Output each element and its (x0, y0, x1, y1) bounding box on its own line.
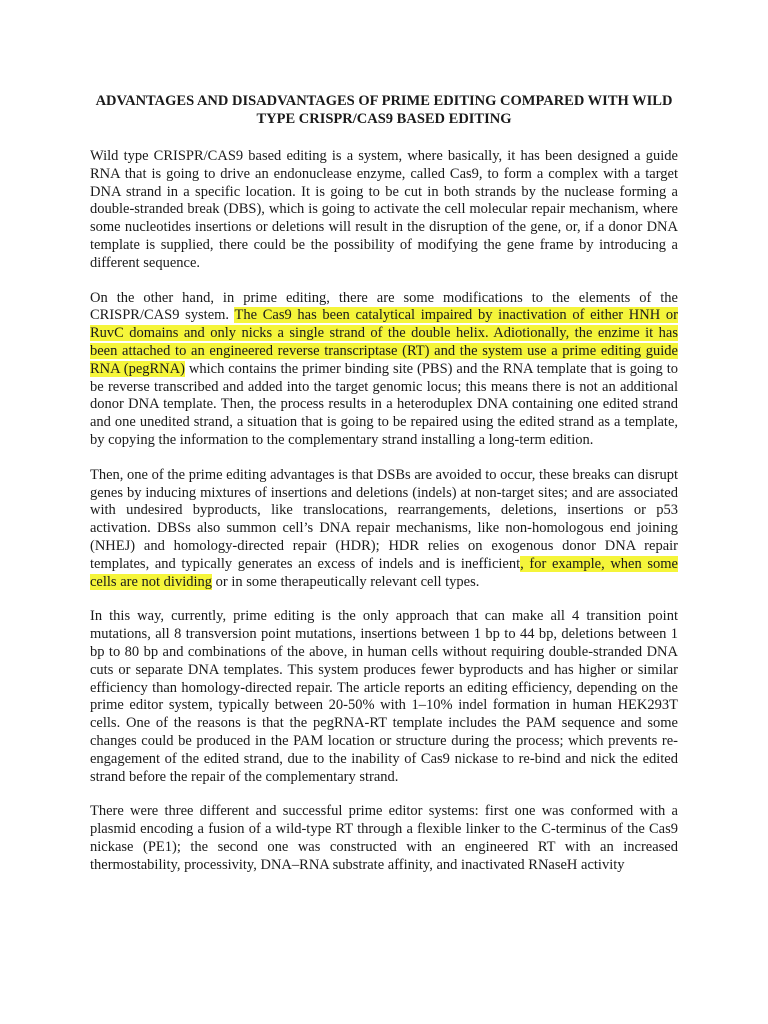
paragraph-2 (90, 290, 678, 450)
paragraph-3-text-b: or in some therapeutically relevant cell types. (212, 573, 480, 590)
document-page (90, 92, 678, 891)
paragraph-3 (90, 467, 678, 592)
paragraph-2-text-b: which contains the primer binding site (PBS) and the RNA template that is going to be reverse transcribed and added into the target genomic locus; this means there is not an additional donor DNA template. Then, the process results in a heteroduplex DNA containing one edited strand and one unedited strand, a situation that is going to be repaired using the edited strand as a template, by copying the information to the complementary strand installing a long-term edition. (90, 360, 678, 448)
paragraph-3-highlight: , for example, when some cells are not dividing (90, 555, 678, 590)
paragraph-1: Wild type CRISPR/CAS9 based editing is a system, where basically, it has been designed a guide RNA that is going to drive an endonuclease enzyme, called Cas9, to form a complex with a target DNA strand in a specific location. It is going to be cut in both strands by the nuclease forming a double-stranded break (DBS), which is going to activate the cell molecular repair mechanism, where some nucleotides insertions or deletions will result in the disruption of the gene, or, if a donor DNA template is supplied, there could be the possibility of modifying the gene frame by introducing a different sequence. (90, 148, 678, 271)
paragraph-2-text-a: On the other hand, in prime editing, there are some modifications to the elements of the CRISPR/CAS9 system. (90, 289, 678, 324)
document-title: ADVANTAGES AND DISADVANTAGES OF PRIME EDITING COMPARED WITH WILD TYPE CRISPR/CAS9 BASED EDITING (95, 93, 673, 127)
paragraph-3-text-a: Then, one of the prime editing advantages is that DSBs are avoided to occur, these breaks can disrupt genes by inducing mixtures of insertions and deletions (indels) at non-target sites; and are associated with undesired byproducts, like translocations, rearrangements, deletions, insertions or p53 activation. DBSs also summon cell’s DNA repair mechanisms, like non-homologous end joining (NHEJ) and homology-directed repair (HDR); HDR relies on exogenous donor DNA repair templates, and typically generates an excess of indels and is inefficient (90, 466, 678, 572)
paragraph-4: In this way, currently, prime editing is the only approach that can make all 4 transition point mutations, all 8 transversion point mutations, insertions between 1 bp to 44 bp, deletions between 1 bp to 80 bp and combinations of the above, in human cells without requiring double-stranded DNA cuts or separate DNA templates. This system produces fewer byproducts and has higher or similar efficiency than homology-directed repair. The article reports an editing efficiency, depending on the prime editor system, typically between 20-50% with 1–10% indel formation in human HEK293T cells. One of the reasons is that the pegRNA-RT template includes the PAM sequence and some changes could be produced in the PAM location or structure during the process; which prevents re-engagement of the edited strand, due to the inability of Cas9 nickase to re-bind and nick the edited strand before the repair of the complementary strand. (90, 608, 678, 785)
paragraph-2-highlight: The Cas9 has been catalytical impaired by inactivation of either HNH or RuvC domains and only nicks a single strand of the double helix. Adiotionally, the enzime it has been attached to an engineered reverse transcriptase (RT) and the system use a prime editing guide RNA (pegRNA) (90, 307, 678, 377)
paragraph-5: There were three different and successful prime editor systems: first one was conformed with a plasmid encoding a fusion of a wild-type RT through a flexible linker to the C-terminus of the Cas9 nickase (PE1); the second one was constructed with an engineered RT with an increased thermostability, processivity, DNA–RNA substrate affinity, and inactivated RNaseH activity (90, 803, 678, 873)
